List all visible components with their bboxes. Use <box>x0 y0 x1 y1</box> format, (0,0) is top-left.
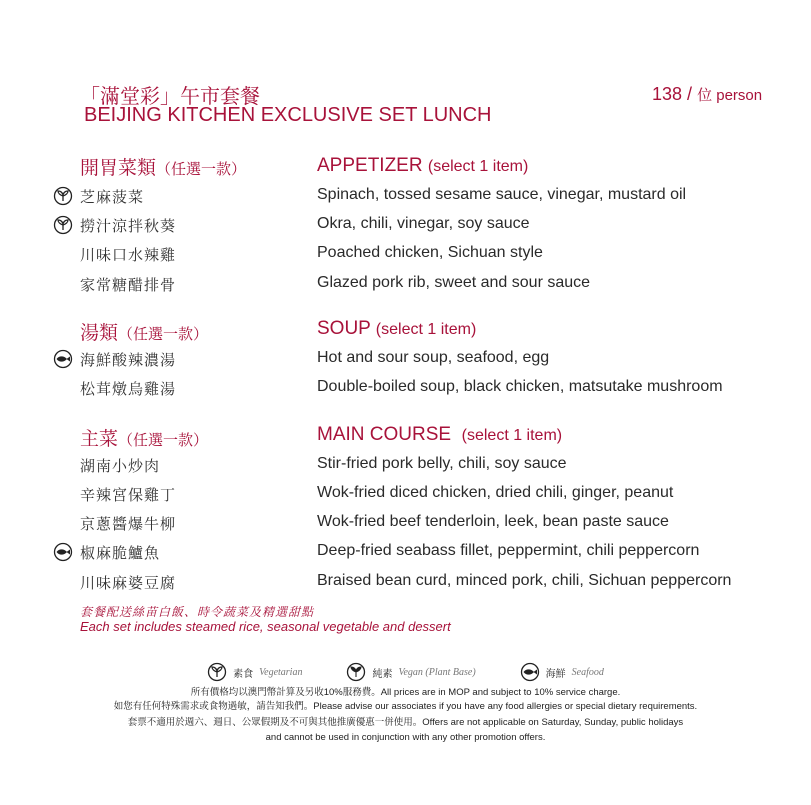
legend-label-en: Vegan (Plant Base) <box>398 666 476 678</box>
soup-item-en: Hot and sour soup, seafood, egg <box>317 349 550 366</box>
main-heading-en: MAIN COURSE (select 1 item) <box>317 424 563 445</box>
appetizer-item-en: Okra, chili, vinegar, soy sauce <box>317 215 530 232</box>
legend-vegetarian <box>207 662 302 682</box>
legend-label-zh: 純素 <box>372 668 393 680</box>
icon-legend <box>0 662 811 682</box>
legend-label-en: Vegetarian <box>259 666 303 678</box>
footer-line: 套票不適用於週六、週日、公眾假期及不可與其他推廣優惠一併使用。Offers are not applicable on Saturday, Sunday, public holidays <box>127 717 684 728</box>
vegetarian-icon <box>53 186 73 206</box>
seafood-icon <box>53 542 73 562</box>
legend-label-zh: 海鮮 <box>545 668 566 680</box>
legend-label-en: Seafood <box>571 666 604 678</box>
vegetarian-icon <box>207 662 227 682</box>
main-item-en: Wok-fried diced chicken, dried chili, ginger, peanut <box>317 484 674 501</box>
legend-label-zh: 素食 <box>233 668 254 680</box>
vegan-icon <box>346 662 366 682</box>
legend-vegan <box>346 662 475 682</box>
appetizer-item-zh: 撈汁涼拌秋葵 <box>80 218 177 235</box>
footer-line: and cannot be used in conjunction with any other promotion offers. <box>265 732 546 743</box>
appetizer-item-zh: 川味口水辣雞 <box>80 247 177 264</box>
main-item-zh: 京蔥醬爆牛柳 <box>80 516 177 533</box>
main-item-en: Braised bean curd, minced pork, chili, Sichuan peppercorn <box>317 572 732 589</box>
main-item-en: Deep-fried seabass fillet, peppermint, chili peppercorn <box>317 542 700 559</box>
main-heading-zh: 主菜（任選一款） <box>80 429 209 450</box>
soup-item-en: Double-boiled soup, black chicken, matsutake mushroom <box>317 378 723 395</box>
footer-line: 如您有任何特殊需求或食物過敏，請告知我們。Please advise our associates if you have any food allergies or special dietary requirements. <box>113 701 698 712</box>
soup-heading-en: SOUP (select 1 item) <box>317 318 477 339</box>
title-english: BEIJING KITCHEN EXCLUSIVE SET LUNCH <box>84 104 492 126</box>
appetizer-item-zh: 家常糖醋排骨 <box>80 277 177 294</box>
set-note-en: Each set includes steamed rice, seasonal vegetable and dessert <box>80 619 451 634</box>
main-item-zh: 椒麻脆鱸魚 <box>80 545 161 562</box>
price-unit: 位 person <box>697 87 763 104</box>
appetizer-item-en: Glazed pork rib, sweet and sour sauce <box>317 274 591 291</box>
appetizer-item-zh: 芝麻菠菜 <box>80 189 145 206</box>
price-separator: / <box>682 84 698 104</box>
set-note-zh: 套餐配送絲苗白飯、時令蔬菜及精選甜點 <box>80 605 315 619</box>
appetizer-heading-zh: 開胃菜類（任選一款） <box>80 158 247 179</box>
appetizer-item-en: Spinach, tossed sesame sauce, vinegar, mustard oil <box>317 186 687 203</box>
main-item-en: Wok-fried beef tenderloin, leek, bean paste sauce <box>317 513 669 530</box>
footer-line: 所有價格均以澳門幣計算及另收10%服務費。All prices are in MOP and subject to 10% service charge. <box>190 687 621 698</box>
price <box>652 84 762 105</box>
legend-seafood <box>520 662 604 682</box>
title-chinese: 「滿堂彩」午市套餐 <box>80 86 260 108</box>
main-item-zh: 川味麻婆豆腐 <box>80 575 177 592</box>
price-amount: 138 <box>652 84 683 104</box>
main-item-zh: 辛辣宮保雞丁 <box>80 487 177 504</box>
appetizer-item-en: Poached chicken, Sichuan style <box>317 244 543 261</box>
vegetarian-icon <box>53 215 73 235</box>
seafood-icon <box>53 349 73 369</box>
soup-item-zh: 松茸燉烏雞湯 <box>80 381 177 398</box>
main-item-en: Stir-fried pork belly, chili, soy sauce <box>317 455 567 472</box>
main-item-zh: 湖南小炒肉 <box>80 458 161 475</box>
soup-heading-zh: 湯類（任選一款） <box>80 323 209 344</box>
appetizer-heading-en: APPETIZER (select 1 item) <box>317 155 529 176</box>
seafood-icon <box>520 662 540 682</box>
soup-item-zh: 海鮮酸辣濃湯 <box>80 352 177 369</box>
